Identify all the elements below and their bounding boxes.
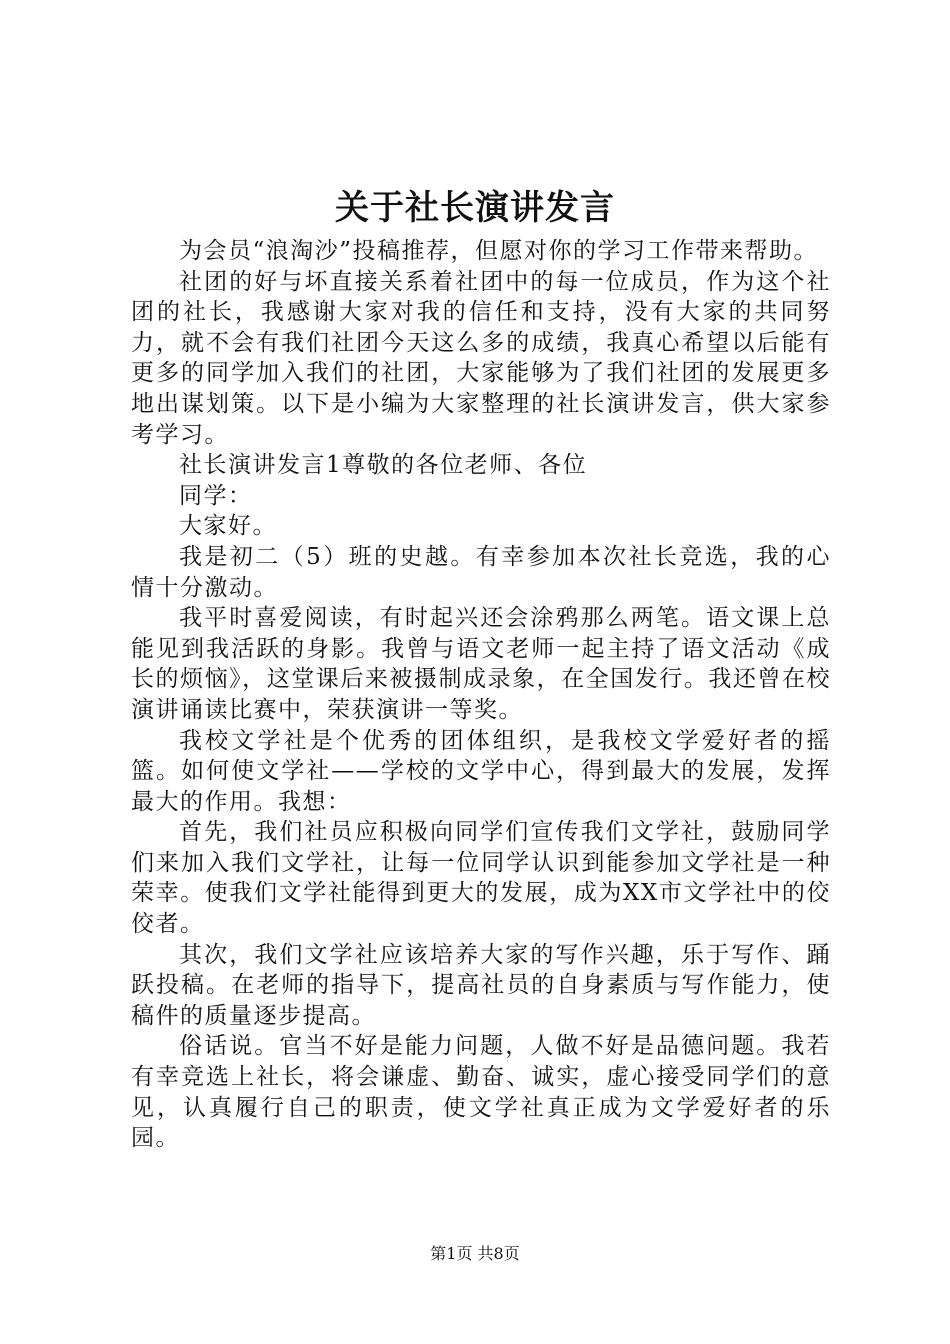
paragraph-speech-heading: 社长演讲发言1尊敬的各位老师、各位 — [179, 452, 588, 479]
paragraph-self-intro: 我是初二（5）班的史越。有幸参加本次社长竞选，我的心情十分激动。 — [131, 543, 831, 601]
paragraph-experience: 我平时喜爱阅读，有时起兴还会涂鸦那么两笔。语文课上总能见到我活跃的身影。我曾与语文老师一起主持了语文活动《成长的烦恼》，这堂课后来被摄制成录象，在全国发行。我还曾在校演讲诵读比赛中，荣获演讲一等奖。 — [131, 605, 831, 723]
paragraph-club-intro: 我校文学社是个优秀的团体组织，是我校文学爱好者的摇篮。如何使文学社——学校的文学中心，得到最大的发展，发挥最大的作用。我想： — [131, 727, 831, 815]
paragraph-second-point: 其次，我们文学社应该培养大家的写作兴趣，乐于写作、踊跃投稿。在老师的指导下，提高社员的自身素质与写作能力，使稿件的质量逐步提高。 — [131, 941, 831, 1029]
paragraph-closing: 俗话说。官当不好是能力问题，人做不好是品德问题。我若有幸竞选上社长，将会谦虚、勤奋、诚实，虚心接受同学们的意见，认真履行自己的职责，使文学社真正成为文学爱好者的乐园。 — [131, 1033, 831, 1152]
page-number-footer: 第1页 共8页 — [430, 1244, 520, 1263]
paragraph-intro: 为会员“浪淘沙”投稿推荐，但愿对你的学习工作带来帮助。 — [179, 238, 819, 264]
document-title: 关于社长演讲发言 — [335, 188, 615, 228]
paragraph-preface: 社团的好与坏直接关系着社团中的每一位成员，作为这个社团的社长，我感谢大家对我的信任和支持，没有大家的共同努力，就不会有我们社团今天这么多的成绩，我真心希望以后能有更多的同学加入我们的社团，大家能够为了我们社团的发展更多地出谋划策。以下是小编为大家整理的社长演讲发言，供大家参考学习。 — [131, 268, 831, 448]
paragraph-salutation: 同学： — [179, 482, 253, 509]
paragraph-first-point: 首先，我们社员应积极向同学们宣传我们文学社，鼓励同学们来加入我们文学社，让每一位同学认识到能参加文学社是一种荣幸。使我们文学社能得到更大的发展，成为XX市文学社中的佼佼者。 — [131, 819, 831, 938]
paragraph-greeting: 大家好。 — [179, 513, 277, 540]
document-body — [131, 236, 831, 1154]
